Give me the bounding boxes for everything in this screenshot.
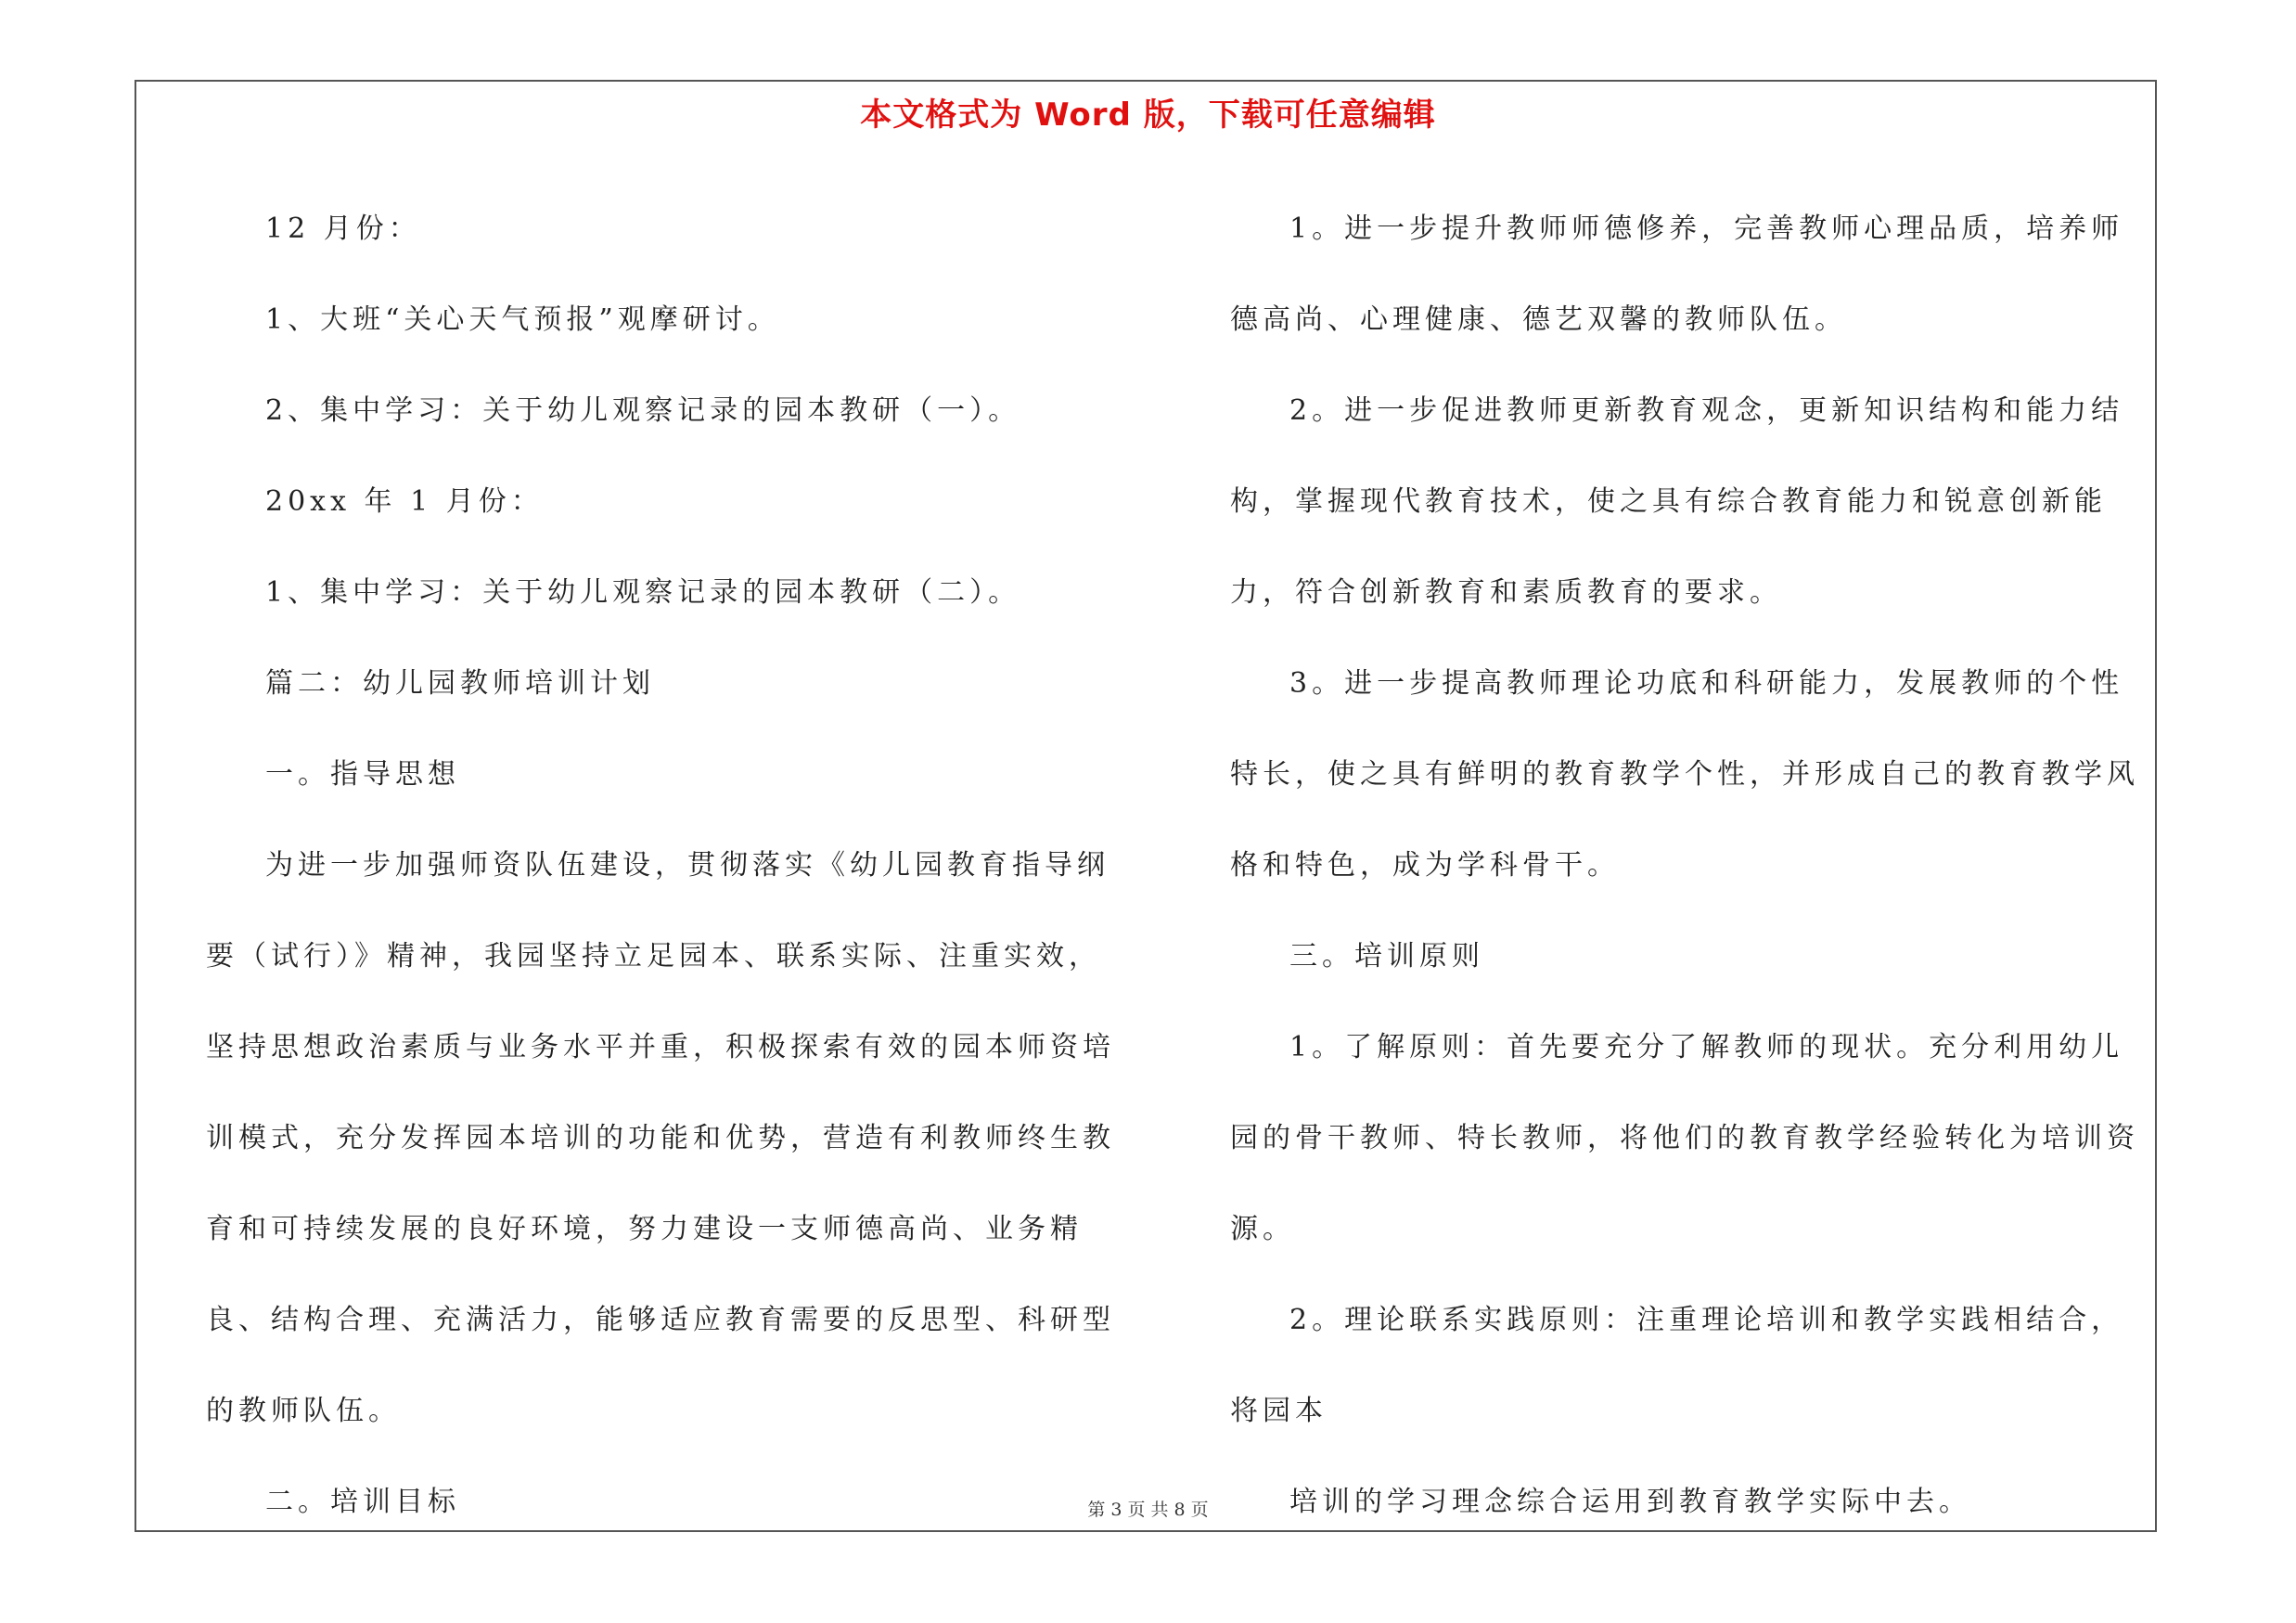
paragraph: 为进一步加强师资队伍建设，贯彻落实《幼儿园教育指导纲要（试行）》精神，我园坚持立足园本、联系实际、注重实效，坚持思想政治素质与业务水平并重，积极探索有效的园本师资培训模式，充分发挥园本培训的功能和优势，营造有利教师终生教育和可持续发展的良好环境，努力建设一支师德高尚、业务精良、结构合理、充满活力，能够适应教育需要的反思型、科研型的教师队伍。 <box>206 849 1115 1427</box>
section-heading: 一。指导思想 <box>265 758 460 791</box>
section-heading: 三。培训原则 <box>1289 940 1484 973</box>
left-column <box>206 184 1124 1548</box>
paragraph: 20xx 年 1 月份： <box>265 485 544 518</box>
paragraph: 2。理论联系实践原则：注重理论培训和教学实践相结合，将园本 <box>1230 1304 2124 1427</box>
page-number: 第 3 页 共 8 页 <box>1087 1500 1209 1520</box>
paragraph: 1、大班“关心天气预报”观摩研讨。 <box>265 303 780 336</box>
paragraph: 培训的学习理念综合运用到教育教学实际中去。 <box>1289 1486 1971 1518</box>
paragraph: 3。进一步提高教师理论功底和科研能力，发展教师的个性特长，使之具有鲜明的教育教学个性，并形成自己的教育教学风格和特色，成为学科骨干。 <box>1230 667 2139 882</box>
paragraph: 1。了解原则：首先要充分了解教师的现状。充分利用幼儿园的骨干教师、特长教师，将他们的教育教学经验转化为培训资源。 <box>1230 1031 2139 1245</box>
paragraph: 12 月份： <box>265 213 421 245</box>
paragraph: 2。进一步促进教师更新教育观念，更新知识结构和能力结构，掌握现代教育技术，使之具有综合教育能力和锐意创新能力，符合创新教育和素质教育的要求。 <box>1230 394 2124 609</box>
paragraph: 1。进一步提升教师师德修养，完善教师心理品质，培养师德高尚、心理健康、德艺双馨的教师队伍。 <box>1230 213 2124 336</box>
right-column <box>1230 184 2153 1548</box>
format-banner: 本文格式为 Word 版，下载可任意编辑 <box>860 97 1436 134</box>
section-heading: 二。培训目标 <box>265 1486 460 1518</box>
paragraph: 2、集中学习：关于幼儿观察记录的园本教研（一）。 <box>265 394 1021 427</box>
paragraph: 1、集中学习：关于幼儿观察记录的园本教研（二）。 <box>265 576 1021 609</box>
section-title: 篇二：幼儿园教师培训计划 <box>265 667 655 700</box>
